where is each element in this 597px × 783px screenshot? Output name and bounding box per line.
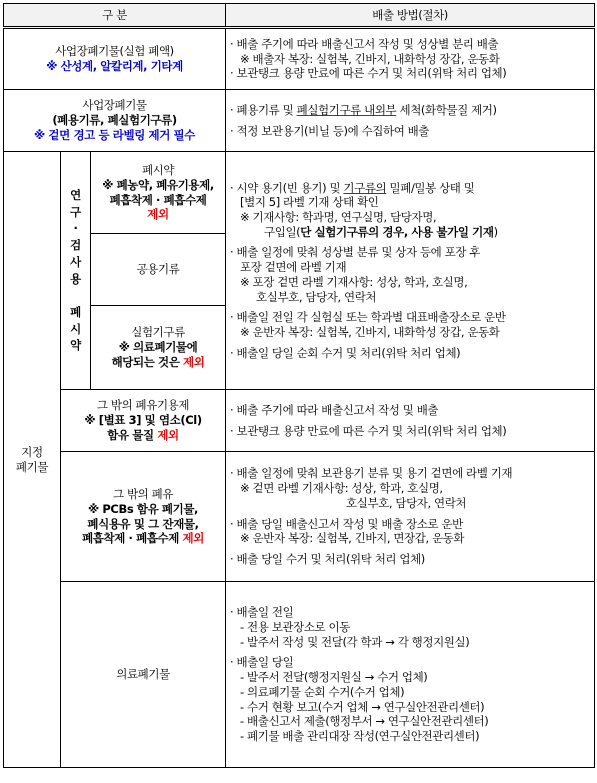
lab-tools-title: 실험기구류 — [131, 325, 185, 340]
row-medical-waste — [4, 582, 595, 768]
lab-waste-liquid-method — [226, 28, 595, 90]
method-line — [230, 225, 590, 240]
medical-waste-method — [226, 582, 595, 768]
row-waste-reagent — [4, 152, 595, 234]
method-line: - 의료폐기물 순회 수거(수거 업체) — [240, 684, 405, 699]
waste-reagent-note: ※ 폐농약, 폐유기용제, — [102, 177, 214, 192]
method-line: · 배출 주기에 따라 배출신고서 작성 및 성상별 분리 배출 — [230, 36, 499, 51]
lab-tools-note-text: 해당되는 것은 — [111, 354, 184, 369]
waste-reagent-title: 폐시약 — [141, 163, 175, 178]
medical-waste-category: 의료폐기물 — [61, 582, 226, 768]
other-solvent-method — [226, 390, 595, 452]
lab-waste-vessels-sub: (폐용기류, 폐실험기구류) — [52, 113, 177, 128]
method-line: · 배출 주기에 따라 배출신고서 작성 및 배출 — [230, 402, 439, 417]
method-line: 호실부호, 담당자, 연락처 — [256, 289, 377, 304]
table-header-row — [4, 4, 595, 28]
lab-tools-note — [95, 355, 221, 370]
method-line: - 폐기물 배출 관리대장 작성(연구실안전관리센터) — [240, 729, 480, 744]
header-method: 배출 방법(절차) — [226, 4, 595, 28]
method-line: · 배출 일정에 맞춰 성상별 분류 및 상자 등에 포장 후 — [230, 245, 481, 260]
header-category: 구 분 — [4, 4, 226, 28]
method-line: · 배출일 당일 순회 수거 및 처리(위탁 처리 업체) — [230, 345, 461, 360]
lab-waste-vessels-note: ※ 겉면 경고 등 라벨링 제거 필수 — [34, 127, 195, 142]
row-other-oil — [4, 452, 595, 582]
method-line: ※ 운반자 복장: 실험복, 긴바지, 면장갑, 운동화 — [240, 531, 465, 546]
method-text: · 시약 용기(빈 용기) 및 — [230, 180, 344, 195]
method-text: ) — [493, 224, 498, 239]
public-vessels-category: 공용기류 — [91, 234, 226, 306]
other-oil-title: 그 밖의 폐유 — [112, 487, 174, 502]
other-oil-note-text: 폐흡착제 · 폐흡수제 — [82, 531, 183, 546]
method-line: - 배출신고서 제출(행정부서 → 연구실안전관리센터) — [240, 714, 489, 729]
method-line: - 수거 현황 보고(수거 업체 → 연구실안전관리센터) — [240, 699, 485, 714]
lab-waste-liquid-category — [4, 28, 226, 90]
method-line: · 보관탱크 용량 만료에 따른 수거 및 처리(위탁 처리 업체) — [230, 423, 507, 438]
method-line: [별지 5] 라벨 기재 상태 확인 — [240, 195, 379, 210]
method-line: · 배출일 당일 — [230, 655, 294, 670]
lab-waste-vessels-title: 사업장폐기물 — [82, 98, 147, 113]
method-line: ※ 포장 겉면 라벨 기재사항: 성상, 학과, 호실명, — [240, 274, 468, 289]
lab-waste-liquid-title: 사업장폐기물(실험 폐액) — [55, 44, 174, 59]
method-text-underlined: 폐실험기구류 내외부 — [296, 102, 397, 117]
method-text-underlined: 기구류의 — [343, 180, 387, 195]
method-line: ※ 운반자 복장: 실험복, 긴바지, 내화학성 장갑, 운동화 — [240, 325, 500, 340]
method-line: ※ 겉면 라벨 기재사항: 성상, 학과, 호실명, — [240, 481, 443, 496]
method-text: 밀폐/밀봉 상태 및 — [386, 180, 475, 195]
other-oil-category — [61, 452, 226, 582]
method-line: ※ 기재사항: 학과명, 연구실명, 담당자명, — [240, 209, 437, 224]
other-oil-note — [65, 531, 221, 546]
method-line — [230, 181, 590, 196]
method-line: · 배출 일정에 맞춰 보관용기 분류 및 용기 겉면에 라벨 기재 — [230, 466, 513, 481]
lab-tools-note: ※ 의료폐기물에 — [118, 340, 198, 355]
waste-disposal-table — [3, 3, 595, 768]
row-lab-waste-liquid — [4, 28, 595, 90]
lab-waste-vessels-category — [4, 90, 226, 152]
lab-tools-category — [91, 306, 226, 390]
method-line: · 보관탱크 용량 만료에 따른 수거 및 처리(위탁 처리 업체) — [230, 66, 507, 81]
row-lab-waste-vessels — [4, 90, 595, 152]
other-oil-note: ※ PCBs 함유 폐기물, — [88, 501, 198, 516]
method-line: 호실부호, 담당자, 연락처 — [346, 495, 467, 510]
method-text-bold: 단 실험기구류의 경우, 사용 불가일 기재 — [300, 224, 494, 239]
other-solvent-note-text: 함유 물질 — [107, 427, 158, 442]
other-oil-method — [226, 452, 595, 582]
method-line: ※ 배출자 복장: 실험복, 긴바지, 내화학성 장갑, 운동화 — [240, 51, 500, 66]
lab-waste-vessels-method — [226, 90, 595, 152]
other-oil-note: 폐식용유 및 그 잔재물, — [87, 516, 199, 531]
method-line: - 발주서 작성 및 전달(각 학과 → 각 행정지원실) — [240, 634, 470, 649]
waste-reagent-category — [91, 152, 226, 234]
method-text: · 폐용기류 및 — [230, 102, 297, 117]
method-line: - 발주서 전달(행정지원실 → 수거 업체) — [240, 670, 428, 685]
method-line: · 배출일 전일 각 실험실 또는 학과별 대표배출장소로 운반 — [230, 310, 506, 325]
lab-tools-exclusion: 제외 — [183, 354, 205, 369]
method-text: 세척(화학물질 제거) — [396, 102, 497, 117]
method-text: 구입일( — [264, 224, 301, 239]
row-other-solvent — [4, 390, 595, 452]
other-solvent-note — [65, 428, 221, 443]
other-solvent-category — [61, 390, 226, 452]
research-method — [226, 152, 595, 390]
other-solvent-title: 그 밖의 폐유기용제 — [96, 398, 190, 413]
method-line: - 전용 보관장소로 이동 — [240, 619, 350, 634]
method-line — [230, 103, 590, 118]
method-line: · 배출 당일 수거 및 처리(위탁 처리 업체) — [230, 551, 425, 566]
research-reagent-label: 연 구 · 검 사 용 폐 시 약 — [61, 152, 91, 390]
waste-reagent-note: 폐흡착제 · 폐흡수제 — [109, 192, 207, 207]
method-line: 포장 겉면에 라벨 기재 — [240, 260, 347, 275]
other-solvent-note: ※ [별표 3] 및 염소(Cl) — [84, 413, 202, 428]
other-solvent-exclusion: 제외 — [157, 427, 179, 442]
method-line: · 배출 당일 배출신고서 작성 및 배출 장소로 운반 — [230, 516, 463, 531]
designated-waste-label: 지정 폐기물 — [4, 152, 61, 768]
other-oil-exclusion: 제외 — [182, 531, 204, 546]
lab-waste-liquid-note: ※ 산성계, 알칼리계, 기타계 — [46, 59, 183, 73]
method-line: · 배출일 전일 — [230, 605, 294, 620]
method-line: · 적정 보관용기(비닐 등)에 수집하여 배출 — [230, 123, 430, 138]
waste-reagent-exclusion: 제외 — [147, 207, 169, 222]
